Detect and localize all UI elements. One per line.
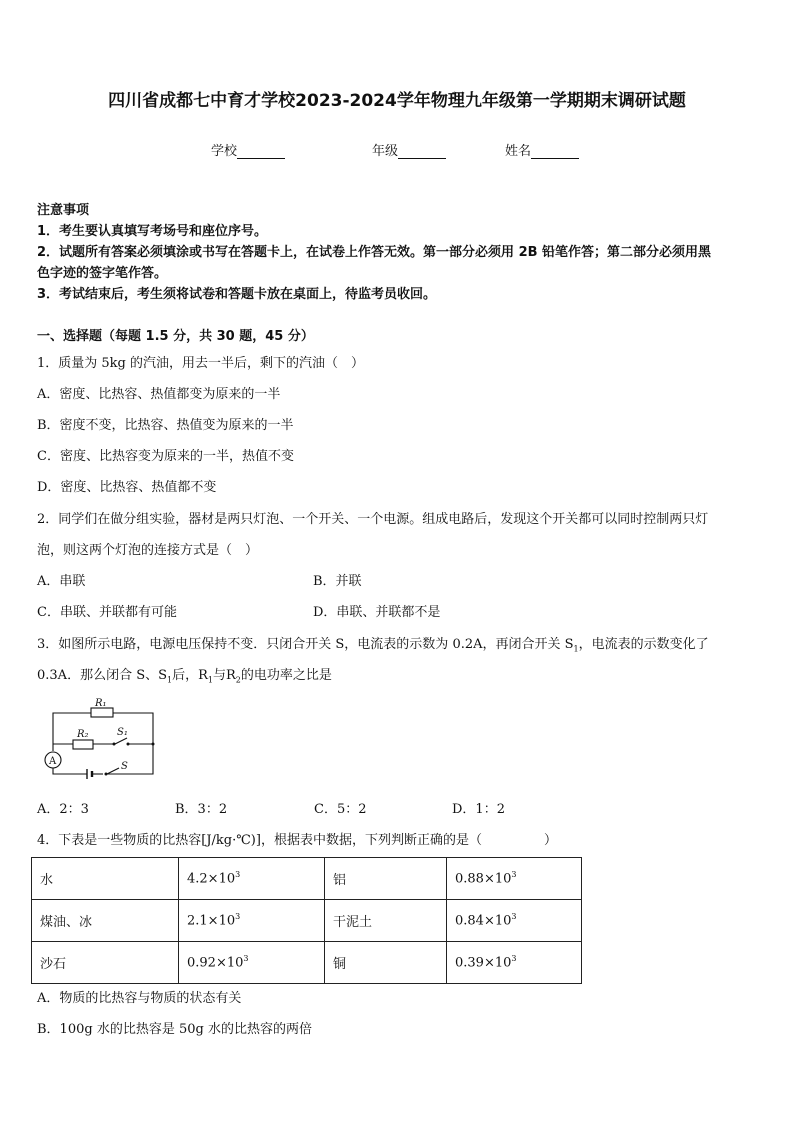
value: 2.1×10 [187, 913, 236, 929]
exponent: 3 [511, 912, 517, 922]
q4-stem-text: 4．下表是一些物质的比热容[J/kg·℃)]，根据表中数据，下列判断正确的是（ [37, 833, 482, 848]
q2-option-b[interactable]: B．并联 [313, 574, 362, 589]
section-heading: 一、选择题（每题 1.5 分，共 30 题，45 分） [37, 329, 314, 344]
school-field [211, 140, 285, 159]
grade-label: 年级 [372, 144, 399, 159]
table-cell: 干泥土 [325, 900, 447, 942]
subscript: 2 [235, 675, 241, 685]
q1-option-a[interactable]: A．密度、比热容、热值都变为原来的一半 [37, 387, 281, 402]
notice-heading: 注意事项 [37, 203, 90, 218]
subscript: 1 [207, 675, 213, 685]
value: 0.88×10 [455, 871, 512, 887]
q3-option-c[interactable]: C．5：2 [314, 802, 367, 817]
exponent: 3 [235, 870, 241, 880]
resistor-r2 [73, 740, 93, 749]
switch-s1 [115, 738, 127, 744]
r1-label: R₁ [95, 698, 107, 709]
circuit-diagram [37, 697, 159, 781]
s-label: S [121, 761, 128, 772]
junction-dot [152, 743, 155, 746]
q2-option-c[interactable]: C．串联、并联都有可能 [37, 605, 177, 620]
exponent: 3 [511, 954, 517, 964]
grade-field [372, 140, 446, 159]
q3-option-b[interactable]: B．3：2 [175, 802, 228, 817]
q3-stem-text: 的电功率之比是 [240, 668, 332, 683]
ammeter-label: A [49, 756, 57, 767]
s1-label: S₁ [117, 727, 128, 738]
r2-label: R₂ [77, 729, 89, 740]
table-cell: 煤油、冰 [32, 900, 179, 942]
q2-option-a[interactable]: A．串联 [37, 574, 86, 589]
table-cell [447, 858, 582, 900]
exponent: 3 [235, 912, 241, 922]
q3-stem-text: 3．如图所示电路，电源电压保持不变．只闭合开关 S，电流表的示数为 0.2A，再闭合开关 S [37, 637, 574, 652]
notice-item: 1．考生要认真填写考场号和座位序号。 [37, 224, 268, 239]
subscript: 1 [167, 675, 173, 685]
q3-stem-text: 后，R [172, 668, 208, 683]
school-label: 学校 [211, 144, 238, 159]
value: 0.84×10 [455, 913, 512, 929]
q3-stem-line1 [37, 637, 709, 658]
table-cell [179, 942, 325, 984]
name-field [505, 140, 579, 159]
q2-stem-line1: 2．同学们在做分组实验，器材是两只灯泡、一个开关、一个电源。组成电路后，发现这个开关都可以同时控制两只灯 [37, 512, 709, 527]
exam-title: 四川省成都七中育才学校2023-2024学年物理九年级第一学期期末调研试题 [108, 91, 686, 111]
name-label: 姓名 [505, 144, 532, 159]
specific-heat-table [31, 857, 582, 984]
q3-option-a[interactable]: A．2：3 [37, 802, 89, 817]
table-row [32, 900, 582, 942]
value: 0.39×10 [455, 955, 512, 971]
table-cell [447, 900, 582, 942]
value: 4.2×10 [187, 871, 236, 887]
wire [53, 768, 87, 774]
school-blank[interactable] [237, 145, 285, 159]
q3-stem-text: ，电流表的示数变化了 [578, 637, 709, 652]
q4-stem [37, 833, 557, 849]
notice-item: 3．考试结束后，考生须将试卷和答题卡放在桌面上，待监考员收回。 [37, 287, 437, 302]
table-cell: 铜 [325, 942, 447, 984]
q1-option-b[interactable]: B．密度不变，比热容、热值变为原来的一半 [37, 418, 294, 433]
notice-item: 2．试题所有答案必须填涂或书写在答题卡上，在试卷上作答无效。第一部分必须用 2B 铅笔作答；第二部分必须用黑 [37, 245, 712, 260]
exponent: 3 [243, 954, 249, 964]
q1-stem: 1．质量为 5kg 的汽油，用去一半后，剩下的汽油（ ） [37, 356, 365, 371]
q2-option-d[interactable]: D．串联、并联都不是 [313, 605, 441, 620]
q3-stem-text: 与R [213, 668, 236, 683]
table-cell [447, 942, 582, 984]
subscript: 1 [573, 644, 579, 654]
q4-option-a[interactable]: A．物质的比热容与物质的状态有关 [37, 991, 242, 1006]
q2-stem-line2: 泡，则这两个灯泡的连接方式是（ ） [37, 543, 259, 558]
table-cell [179, 858, 325, 900]
table-cell [179, 900, 325, 942]
q3-stem-line2 [37, 668, 332, 689]
table-cell: 沙石 [32, 942, 179, 984]
resistor-r1 [91, 708, 113, 717]
q3-stem-text: 0.3A．那么闭合 S、S [37, 668, 168, 683]
q4-stem-text: ） [543, 833, 557, 848]
q3-option-d[interactable]: D．1：2 [452, 802, 505, 817]
switch-s [107, 768, 119, 774]
q1-option-d[interactable]: D．密度、比热容、热值都不变 [37, 480, 217, 495]
value: 0.92×10 [187, 955, 244, 971]
name-blank[interactable] [531, 145, 579, 159]
q4-option-b[interactable]: B．100g 水的比热容是 50g 水的比热容的两倍 [37, 1022, 312, 1037]
exponent: 3 [511, 870, 517, 880]
q1-option-c[interactable]: C．密度、比热容变为原来的一半，热值不变 [37, 449, 294, 464]
table-row [32, 942, 582, 984]
grade-blank[interactable] [398, 145, 446, 159]
switch-contact [105, 773, 108, 776]
switch-contact [127, 743, 130, 746]
switch-contact [113, 743, 116, 746]
notice-item: 色字迹的签字笔作答。 [37, 266, 168, 281]
table-cell: 水 [32, 858, 179, 900]
table-cell: 铝 [325, 858, 447, 900]
table-row [32, 858, 582, 900]
